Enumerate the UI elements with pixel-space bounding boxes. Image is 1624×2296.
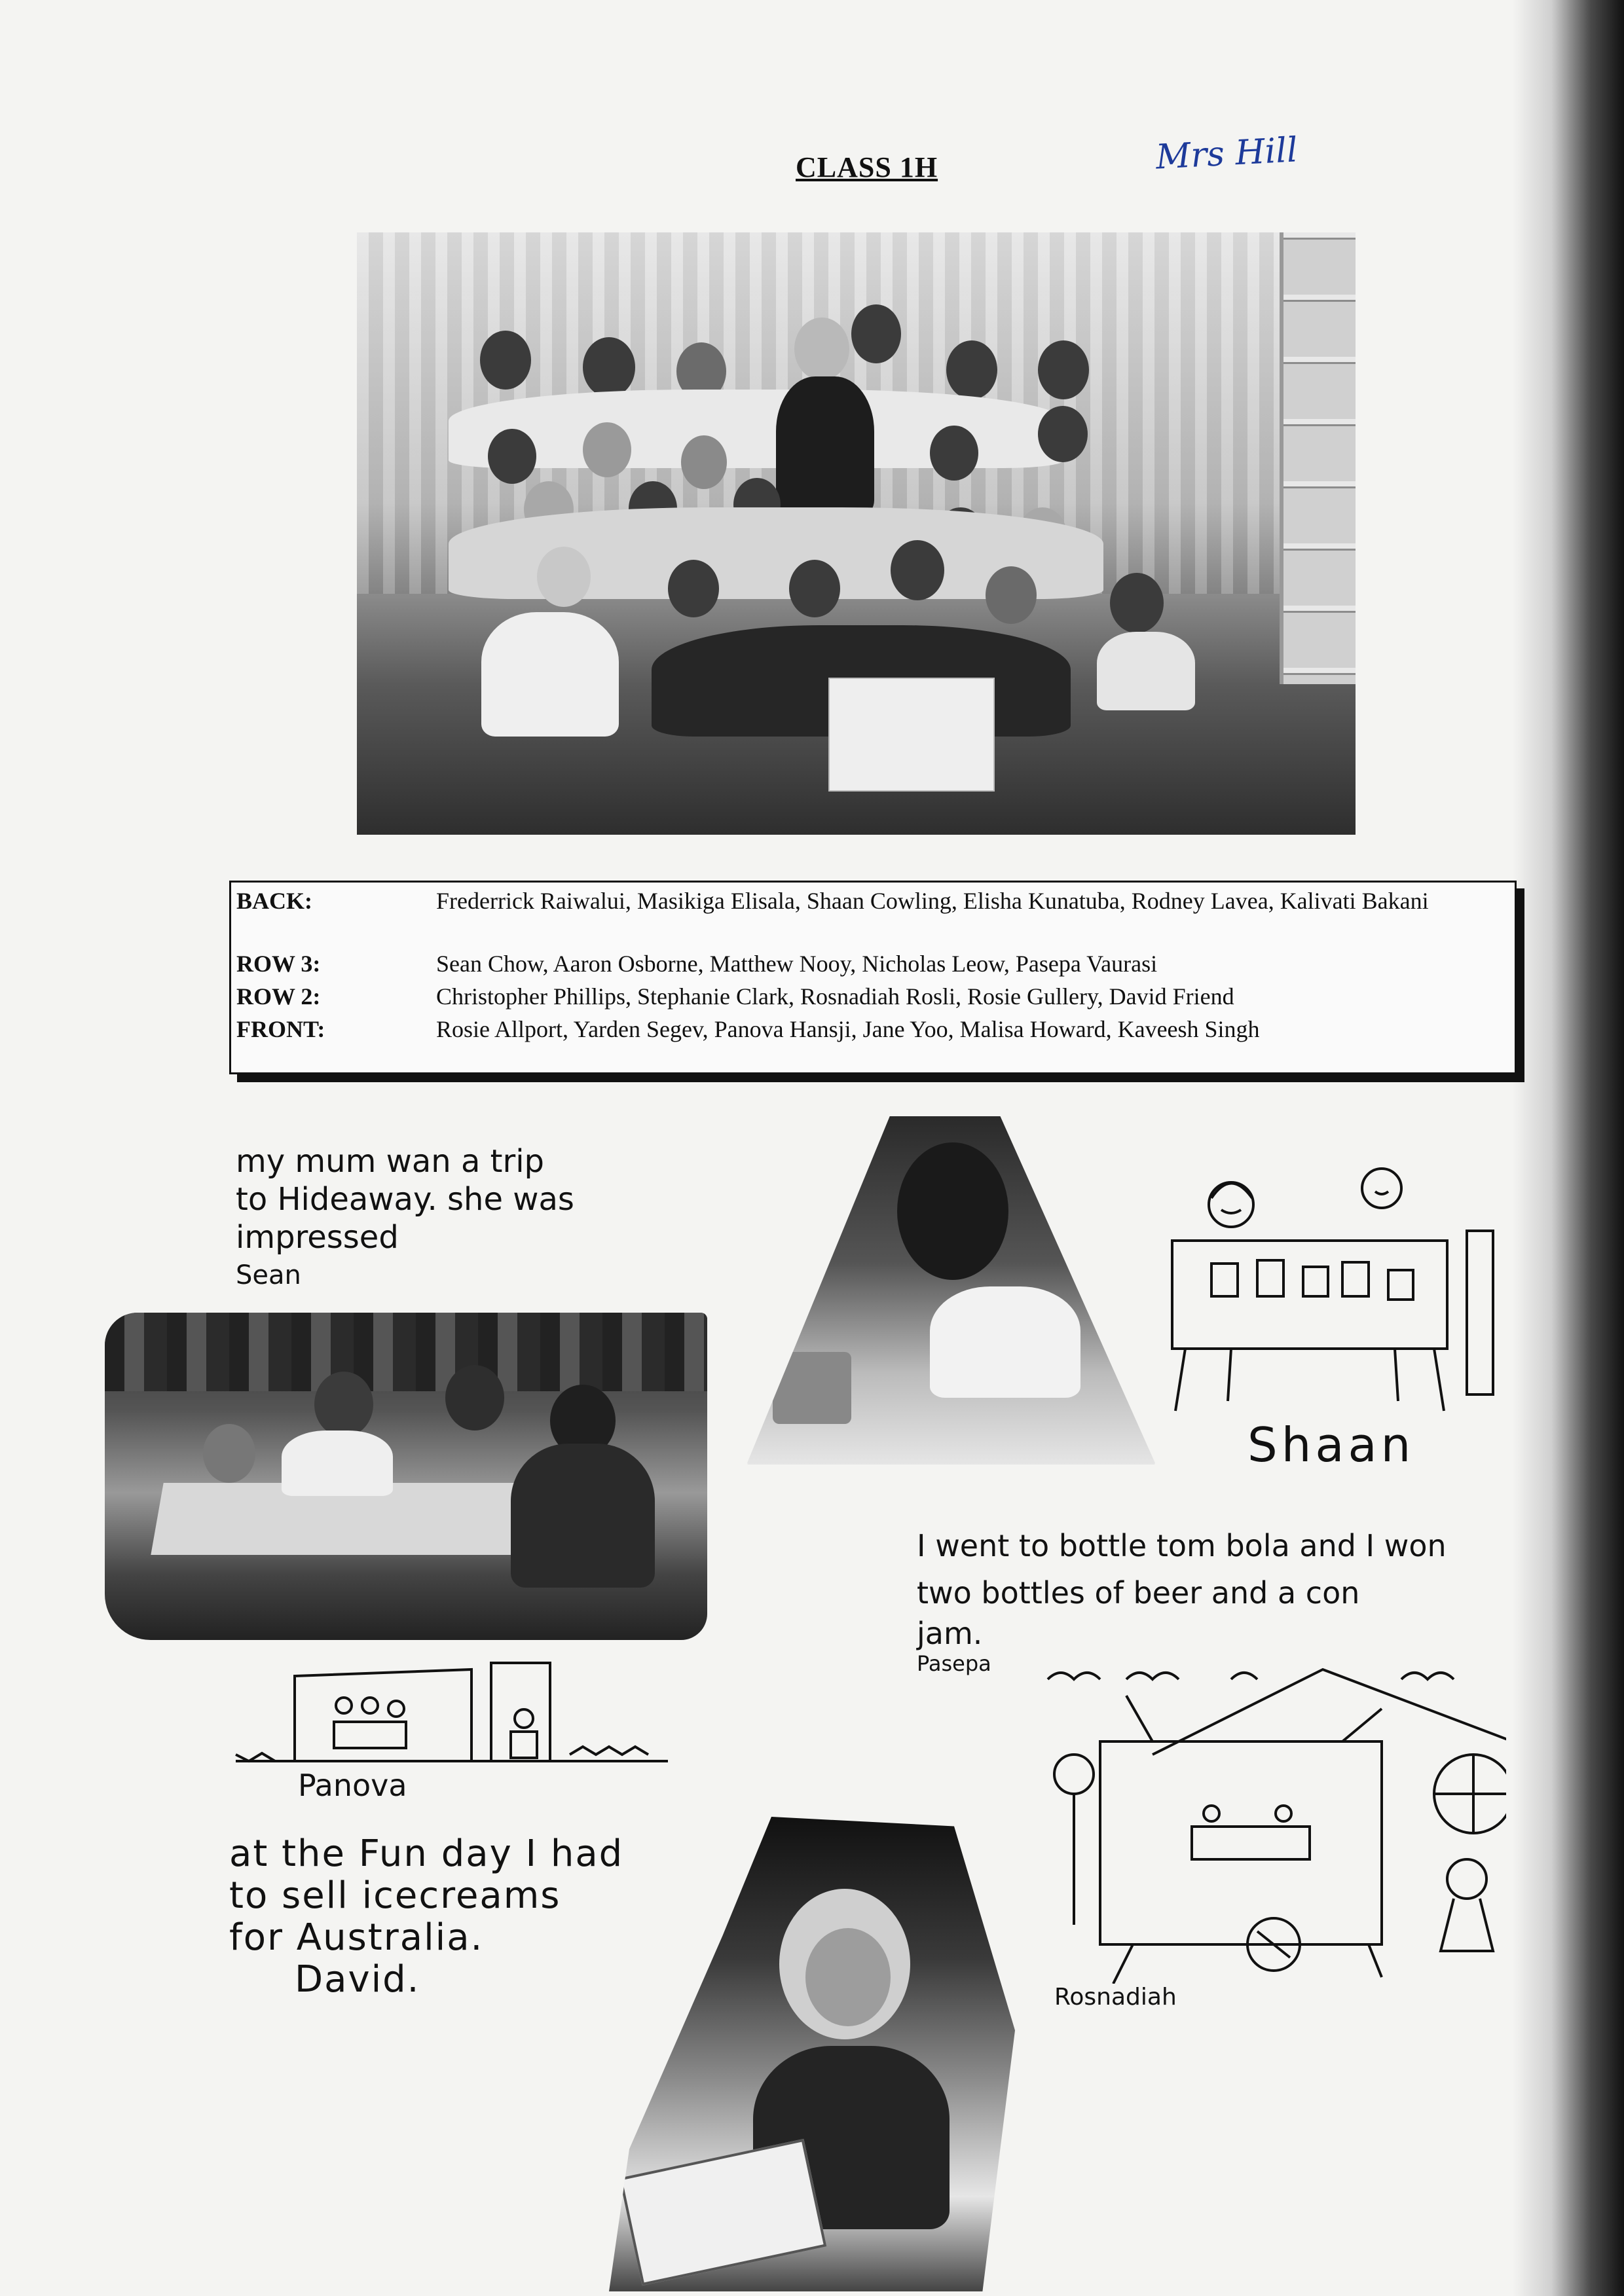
names-row-back <box>236 885 1507 948</box>
note-signature: David. <box>295 1958 420 2001</box>
names-row-row3 <box>236 948 1507 979</box>
rosnadiah-signature: Rosnadiah <box>1054 1984 1177 2011</box>
shaan-drawing <box>1159 1152 1500 1447</box>
note-line: to Hideaway. she was <box>236 1181 574 1218</box>
names-row-front <box>236 1013 1507 1045</box>
sean-handwritten-note <box>236 1142 574 1294</box>
names-row-label: BACK: <box>236 888 312 914</box>
class-names-table <box>229 881 1517 1074</box>
note-line: two bottles of beer and a con <box>917 1575 1360 1611</box>
classroom-photo <box>105 1313 707 1640</box>
names-row-row2 <box>236 981 1507 1012</box>
names-row-value: Sean Chow, Aaron Osborne, Matthew Nooy, Nicholas Leow, Pasepa Vaurasi <box>436 951 1158 977</box>
note-line: I went to bottle tom bola and I won <box>917 1528 1447 1563</box>
names-row-value: Rosie Allport, Yarden Segev, Panova Hansji, Jane Yoo, Malisa Howard, Kaveesh Singh <box>436 1016 1260 1042</box>
girl-with-lego-box-photo <box>609 1817 1015 2291</box>
note-line: at the Fun day I had <box>229 1832 624 1875</box>
class-photo <box>357 232 1356 835</box>
names-row-label: ROW 3: <box>236 951 321 977</box>
pasepa-handwritten-note <box>917 1522 1447 1677</box>
names-row-value: Christopher Phillips, Stephanie Clark, Rosnadiah Rosli, Rosie Gullery, David Friend <box>436 983 1234 1010</box>
note-line: jam. <box>917 1616 983 1651</box>
panova-signature: Panova <box>298 1768 407 1803</box>
page-title: CLASS 1H <box>796 151 938 183</box>
note-line: for Australia. <box>229 1916 484 1959</box>
panova-drawing <box>229 1656 674 1774</box>
names-row-label: ROW 2: <box>236 983 321 1010</box>
names-row-value: Frederrick Raiwalui, Masikiga Elisala, Shaan Cowling, Elisha Kunatuba, Rodney Lavea, Kalivati Bakani <box>436 888 1429 914</box>
shaan-signature: Shaan <box>1247 1417 1415 1472</box>
teacher-handwritten-note: Mrs Hill <box>1154 130 1299 177</box>
note-signature: Pasepa <box>917 1651 991 1676</box>
note-line: to sell icecreams <box>229 1874 561 1917</box>
names-row-label: FRONT: <box>236 1016 325 1042</box>
page-binding-shadow <box>1513 0 1624 2296</box>
rosnadiah-drawing <box>1035 1663 1506 1984</box>
note-line: my mum wan a trip <box>236 1143 544 1180</box>
note-line: impressed <box>236 1219 399 1256</box>
girl-reading-photo <box>747 1116 1156 1483</box>
note-signature: Sean <box>236 1260 301 1290</box>
david-handwritten-note <box>229 1833 623 2001</box>
